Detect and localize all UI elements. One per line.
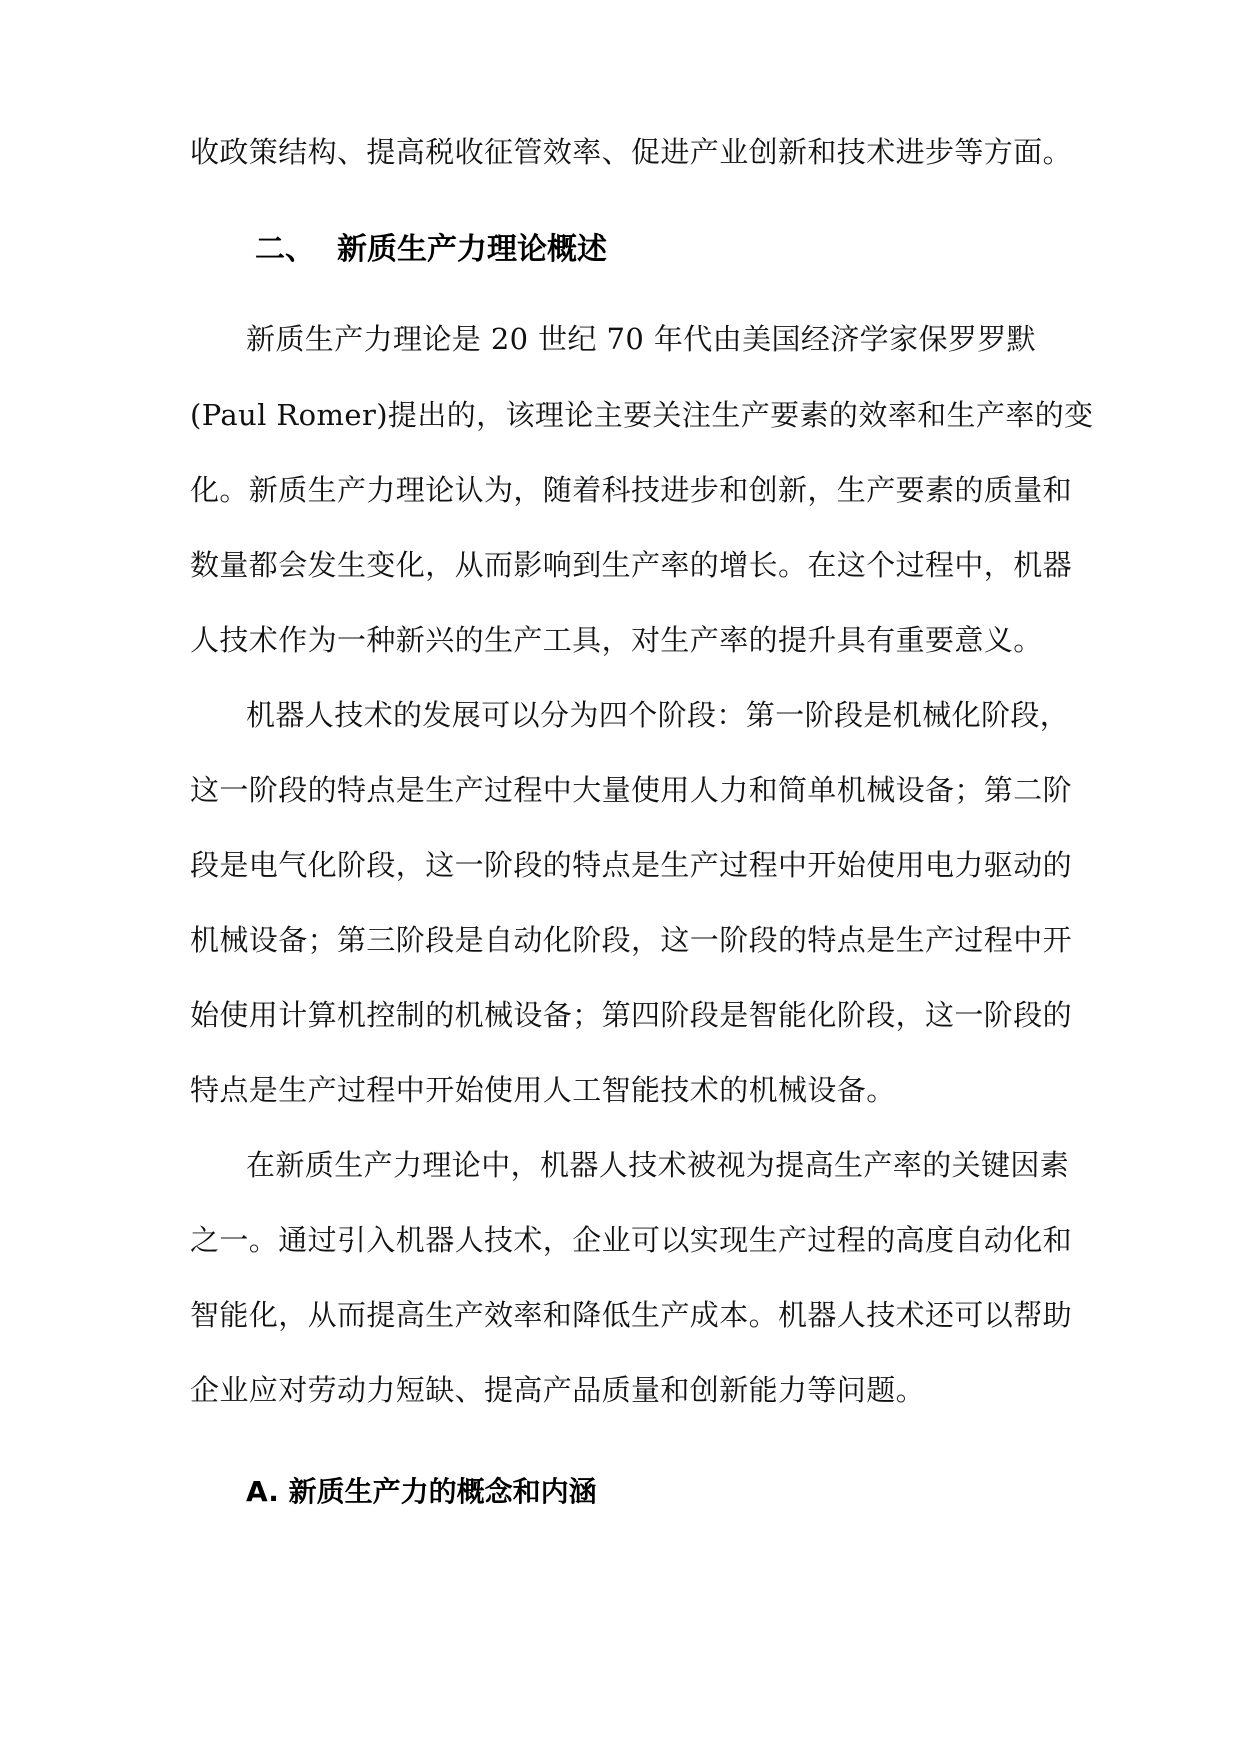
paragraph-2-line-1: 机器人技术的发展可以分为四个阶段：第一阶段是机械化阶段， (246, 698, 1070, 732)
paragraph-2-line-4: 机械设备；第三阶段是自动化阶段，这一阶段的特点是生产过程中开 (190, 923, 1073, 957)
paragraph-2-line-2: 这一阶段的特点是生产过程中大量使用人力和简单机械设备；第二阶 (190, 773, 1073, 807)
paragraph-3-line-1: 在新质生产力理论中，机器人技术被视为提高生产率的关键因素 (246, 1148, 1070, 1182)
paragraph-1-line-1: 新质生产力理论是 20 世纪 70 年代由美国经济学家保罗罗默 (246, 322, 1037, 356)
paragraph-2-line-6: 特点是生产过程中开始使用人工智能技术的机械设备。 (190, 1073, 896, 1107)
paragraph-3-line-2: 之一。通过引入机器人技术，企业可以实现生产过程的高度自动化和 (190, 1223, 1073, 1257)
paragraph-1-line-4: 数量都会发生变化，从而影响到生产率的增长。在这个过程中，机器 (190, 548, 1073, 582)
subsection-heading: A. 新质生产力的概念和内涵 (246, 1475, 597, 1508)
paragraph-2-line-5: 始使用计算机控制的机械设备；第四阶段是智能化阶段，这一阶段的 (190, 998, 1073, 1032)
paragraph-3-line-3: 智能化，从而提高生产效率和降低生产成本。机器人技术还可以帮助 (190, 1298, 1073, 1332)
paragraph-1-line-3: 化。新质生产力理论认为，随着科技进步和创新，生产要素的质量和 (190, 473, 1073, 507)
paragraph-3-line-4: 企业应对劳动力短缺、提高产品质量和创新能力等问题。 (190, 1373, 926, 1407)
section-heading-title: 新质生产力理论概述 (337, 232, 607, 267)
paragraph-1-line-2: (Paul Romer)提出的，该理论主要关注生产要素的效率和生产率的变 (190, 398, 1094, 432)
paragraph-1-line-5: 人技术作为一种新兴的生产工具，对生产率的提升具有重要意义。 (190, 623, 1043, 657)
continuation-line: 收政策结构、提高税收征管效率、促进产业创新和技术进步等方面。 (190, 135, 1073, 169)
paragraph-2-line-3: 段是电气化阶段，这一阶段的特点是生产过程中开始使用电力驱动的 (190, 848, 1073, 882)
section-heading-number: 二、 (255, 232, 315, 267)
